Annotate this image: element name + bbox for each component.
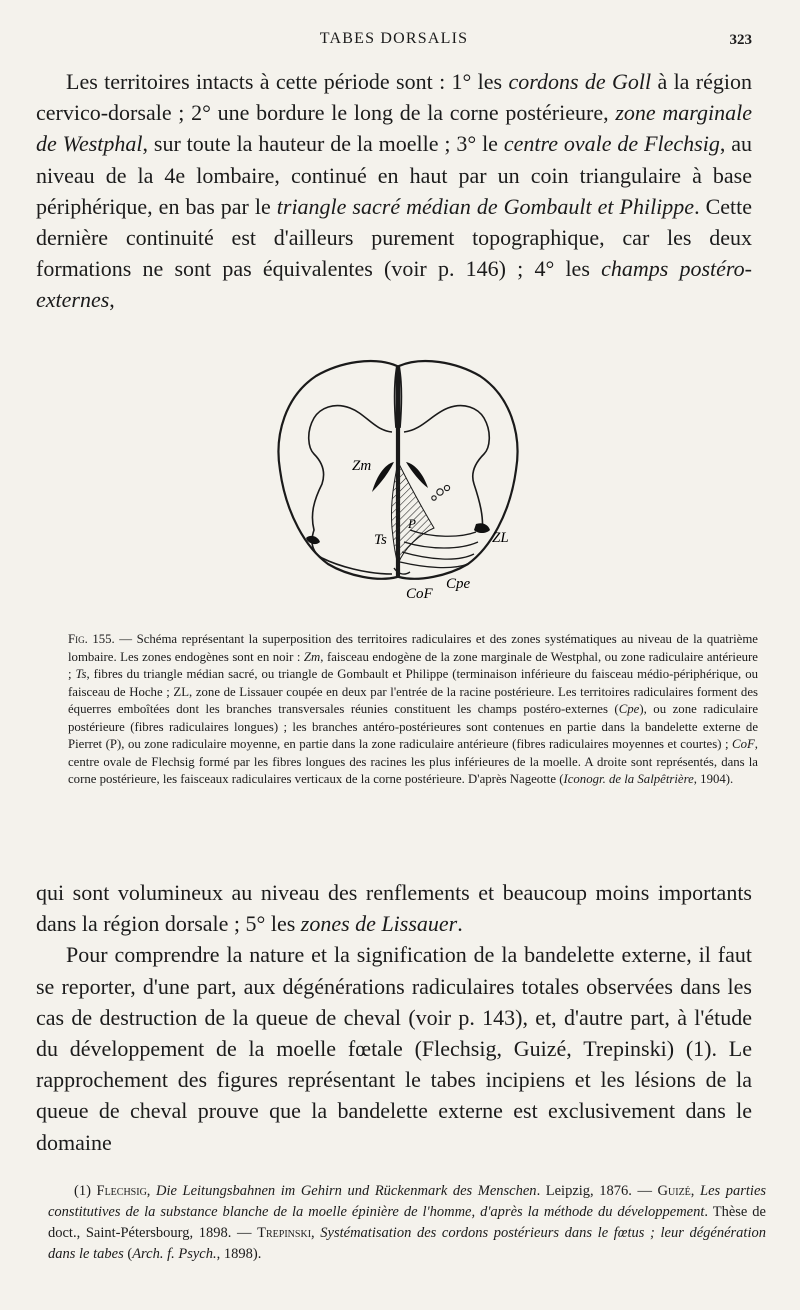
zone-zm-left-black bbox=[372, 462, 394, 492]
spinal-cord-cross-section bbox=[270, 352, 530, 612]
posterior-root-fibres bbox=[437, 489, 443, 495]
body-continuation bbox=[36, 877, 752, 1158]
page-header bbox=[36, 30, 752, 52]
footnote-separator bbox=[36, 1165, 44, 1166]
running-head: TABES DORSALIS bbox=[319, 30, 469, 47]
figure-caption bbox=[68, 631, 758, 789]
label-zm: Zm bbox=[352, 458, 372, 474]
label-cpe: Cpe bbox=[446, 576, 471, 592]
page-number: 323 bbox=[729, 32, 752, 48]
posterior-root-fibres-3 bbox=[432, 496, 436, 500]
zone-zl-black bbox=[474, 523, 490, 533]
paragraph-bandelette-externe: Pour comprendre la nature et la signification de la bandelette externe, il faut se reporter, d'une part, aux dégénérations radiculaires totales observées dans les cas de destruction de la queue de cheval (voir p. 143), et, d'autre part, à l'étude du développement de la moelle fœtale (Flechsig, Guizé, Trepinski) (1). Le rapprochement des figures représentant le tabes incipiens et les lésions de la queue de cheval prouve que la bandelette externe est exclusivement dans le domaine bbox=[36, 942, 752, 1155]
figure-caption-text: Fig. 155. — Schéma représentant la superposition des territoires radiculaires et des zones systématiques au niveau de la quatrième lombaire. Les zones endogènes sont en noir : Zm, faisceau endogène de la zone marginale de Westphal, ou zone radiculaire antérieure ; Ts, fibres du triangle médian sacré, ou triangle de Gombault et Philippe (terminaison inférieure du faisceau médio-périphérique, ou faisceau de Hoche ; ZL, zone de Lissauer coupée en deux par l'entrée de la racine postérieure. Les territoires radiculaires forment des équerres emboîtées dont les branches transversales réunies constituent les champs postéro-externes (Cpe), ou zone radiculaire postérieure (fibres radiculaires longues) ; les branches antéro-postérieures sont contenues en partie dans la bandelette externe de Pierret (P), ou zone radiculaire moyenne, en partie dans la zone radiculaire antérieure (fibres radiculaires moyennes et courtes) ; CoF, centre ovale de Flechsig formé par les fibres longues des racines les plus inférieures de la moelle. A droite sont représentés, dans la corne postérieure, les faisceaux radiculaires verticaux de la corne postérieure. D'après Nageotte (Iconogr. de la Salpêtrière, 1904). bbox=[68, 632, 759, 786]
paragraph-lissauer: qui sont volumineux au niveau des renflements et beaucoup moins importants dans la région dorsale ; 5° les zones de Lissauer. bbox=[36, 880, 752, 937]
posterior-root-fibres-2 bbox=[444, 485, 449, 490]
label-p: P bbox=[408, 516, 416, 531]
paragraph-intact-territories: Les territoires intacts à cette période sont : 1° les cordons de Goll à la région cervico-dorsale ; 2° une bordure le long de la corne postérieure, zone marginale de Westphal, sur toute la hauteur de la moelle ; 3° le centre ovale de Flechsig, au niveau de la 4e lombaire, continué en haut par un coin triangulaire à base périphérique, en bas par le triangle sacré médian de Gombault et Philippe. Cette dernière continuité est d'ailleurs purement topographique, car les deux formations ne sont pas équivalentes (voir p. 146) ; 4° les champs postéro-externes, bbox=[36, 69, 752, 313]
zone-ts-hatched bbox=[391, 462, 434, 564]
footnotes bbox=[48, 1181, 766, 1265]
figure-155-spinal-cord-diagram bbox=[270, 352, 530, 612]
paragraph-continued bbox=[36, 66, 752, 316]
left-grey-matter bbox=[309, 406, 392, 574]
label-zl: ZL bbox=[492, 530, 509, 546]
footnote-1: (1) Flechsig, Die Leitungsbahnen im Gehirn und Rückenmark des Menschen. Leipzig, 1876. — Guizé, Les parties constitutives de la substance blanche de la moelle épinière de l'homme, d'après la méthode du développement. Thèse de doct., Saint-Pétersbourg, 1898. — Trepinski, Systématisation des cordons postérieurs dans le fœtus ; leur dégénération dans le tabes (Arch. f. Psych., 1898). bbox=[48, 1183, 767, 1262]
label-ts: Ts bbox=[374, 532, 387, 548]
figure-number: Fig. 155. bbox=[68, 632, 115, 646]
label-cof: CoF bbox=[406, 586, 433, 602]
